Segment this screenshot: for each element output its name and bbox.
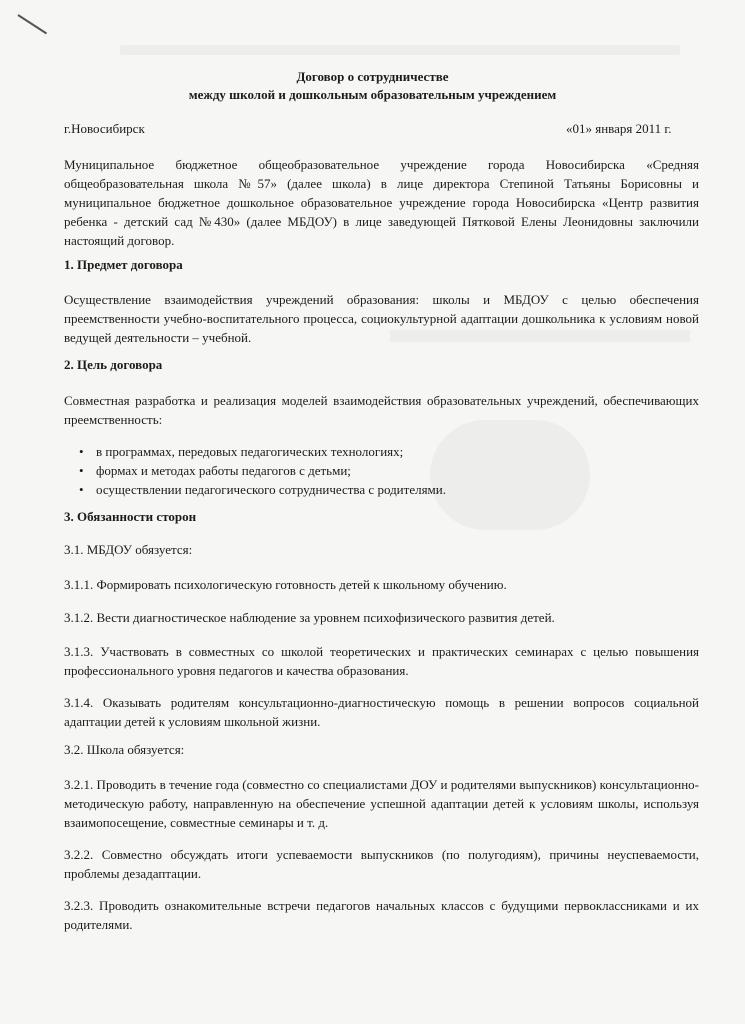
clause-3-1-2: 3.1.2. Вести диагностическое наблюдение за уровнем психофизического развития детей. — [64, 610, 555, 625]
document-title: Договор о сотрудничестве — [296, 69, 449, 84]
section-2-text: Совместная разработка и реализация моделей взаимодействия образовательных учреждений, обеспечивающих преемственность: — [64, 393, 699, 427]
document-subtitle: между школой и дошкольным образовательным учреждением — [188, 87, 557, 102]
clause-3-1-1: 3.1.1. Формировать психологическую готовность детей к школьному обучению. — [64, 577, 507, 592]
intro-paragraph: Муниципальное бюджетное общеобразовательное учреждение города Новосибирска «Средняя общеобразовательная школа №57» (далее школа) в лице директора Степиной Татьяны Борисовны и муниципальное бюджетное дошкольное образовательное учреждение города Новосибирска «Центр развития ребенка - детский сад №430» (далее МБДОУ) в лице заведующей Пятковой Елены Леонидовны заключили настоящий договор. — [64, 157, 699, 248]
contract-date: «01» января 2011 г. — [566, 121, 672, 136]
section-1-text: Осуществление взаимодействия учреждений образования: школы и МБДОУ с целью обеспечения преемственности учебно-воспитательного процесса, социокультурной адаптации дошкольника к условиям новой ведущей деятельности – учебной. — [64, 292, 699, 345]
bleed-through — [120, 45, 680, 55]
list-item: • формах и методах работы педагогов с детьми; — [79, 461, 446, 480]
goals-list — [79, 442, 446, 499]
clause-3-1-3: 3.1.3. Участвовать в совместных со школой теоретических и практических семинарах с целью повышения профессионального уровня педагогов и качества образования. — [64, 644, 699, 678]
city: г.Новосибирск — [64, 121, 145, 136]
clause-3-2-3: 3.2.3. Проводить ознакомительные встречи педагогов начальных классов с будущими первоклассниками и их родителями. — [64, 898, 699, 932]
clause-3-2-2: 3.2.2. Совместно обсуждать итоги успеваемости выпускников (по полугодиям), причины неуспеваемости, проблемы дезадаптации. — [64, 847, 699, 881]
clause-3-2-1: 3.2.1. Проводить в течение года (совместно со специалистами ДОУ и родителями выпускников) консультационно-методическую работу, направленную на обеспечение успешной адаптации детей к условиям школы, используя взаимопосещение, совместные семинары и т. д. — [64, 777, 699, 830]
clause-3-1-4: 3.1.4. Оказывать родителям консультационно-диагностическую помощь в решении вопросов социальной адаптации детей к условиям школьной жизни. — [64, 695, 699, 729]
scan-mark — [17, 14, 47, 34]
list-item: • в программах, передовых педагогических технологиях; — [79, 442, 446, 461]
clause-3-2: 3.2. Школа обязуется: — [64, 742, 185, 757]
section-2-heading: 2. Цель договора — [64, 357, 163, 372]
section-3-heading: 3. Обязанности сторон — [64, 509, 197, 524]
section-1-heading: 1. Предмет договора — [64, 257, 183, 272]
clause-3-1: 3.1. МБДОУ обязуется: — [64, 542, 193, 557]
list-item: • осуществлении педагогического сотрудничества с родителями. — [79, 480, 446, 499]
bleed-through — [430, 420, 590, 530]
